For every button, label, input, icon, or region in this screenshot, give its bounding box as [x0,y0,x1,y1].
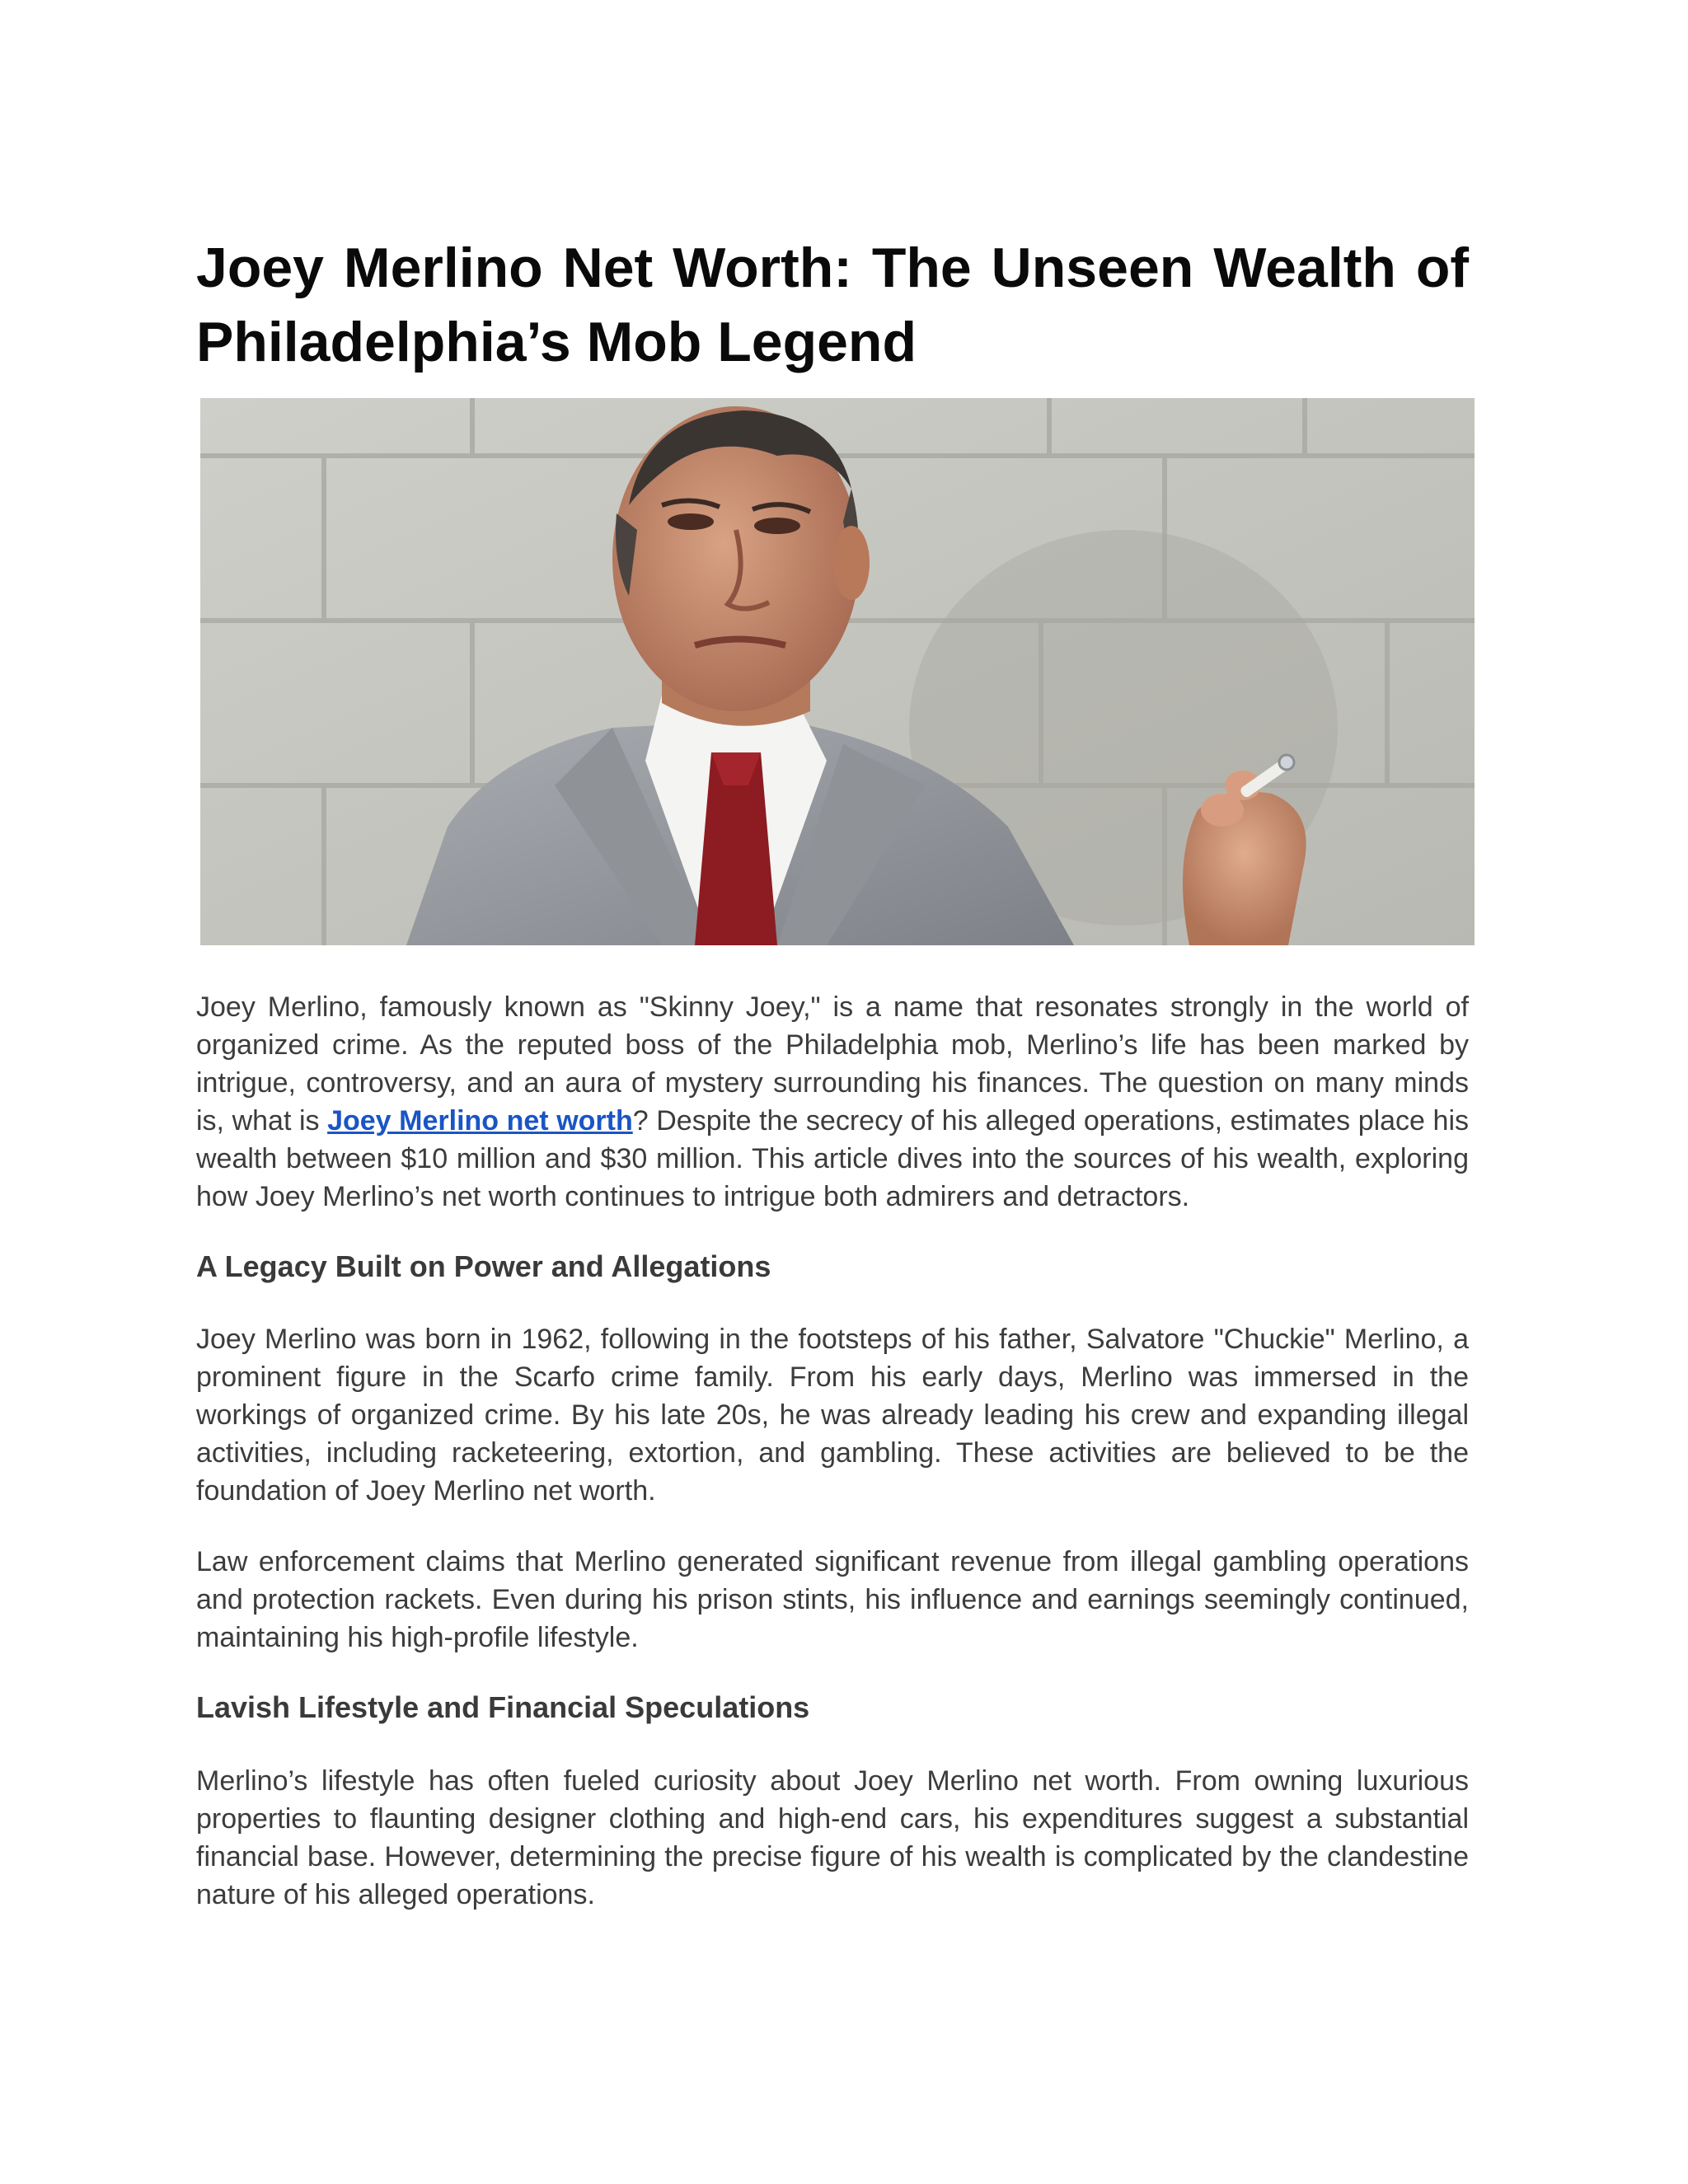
intro-text-after-link: ? Despite the secrecy of his alleged operations, estimates place his wealth between $10 million and $30 million. This article dives into the sources of his wealth, exploring how Joey Merlino’s net worth continues to intrigue both admirers and detractors. [196,1105,1470,1212]
lifestyle-paragraph-1: Merlino’s lifestyle has often fueled curiosity about Joey Merlino net worth. From owning luxurious properties to flaunting designer clothing and high-end cars, his expenditures suggest a substantial financial base. However, determining the precise figure of his wealth is complicated by the clandestine nature of his alleged operations. [196,1765,1469,1910]
hero-image [200,398,1475,945]
section-heading-lifestyle: Lavish Lifestyle and Financial Speculations [196,1690,810,1724]
legacy-paragraph-2: Law enforcement claims that Merlino generated significant revenue from illegal gambling operations and protection rackets. Even during his prison stints, his influence and earnings seemingly continued, maintaining his high-profile lifestyle. [196,1546,1469,1653]
section-heading-legacy: A Legacy Built on Power and Allegations [196,1249,771,1283]
intro-text-before-link: Joey Merlino, famously known as "Skinny Joey," is a name that resonates strongly in the world of organized crime. As the reputed boss of the Philadelphia mob, Merlino’s life has been marked by intrigue, controversy, and an aura of mystery surrounding his finances. The question on many minds is, what is [196,991,1469,1137]
article-title: Joey Merlino Net Worth: The Unseen Wealth of Philadelphia’s Mob Legend [196,237,1469,373]
net-worth-link[interactable]: Joey Merlino net worth [327,1105,633,1137]
hero-photo-illustration [200,398,1475,945]
legacy-paragraph-1: Joey Merlino was born in 1962, following in the footsteps of his father, Salvatore "Chuckie" Merlino, a prominent figure in the Scarfo crime family. From his early days, Merlino was immersed in the workings of organized crime. By his late 20s, he was already leading his crew and expanding illegal activities, including racketeering, extortion, and gambling. These activities are believed to be the foundation of Joey Merlino net worth. [196,1324,1469,1507]
intro-paragraph [196,988,1469,1216]
